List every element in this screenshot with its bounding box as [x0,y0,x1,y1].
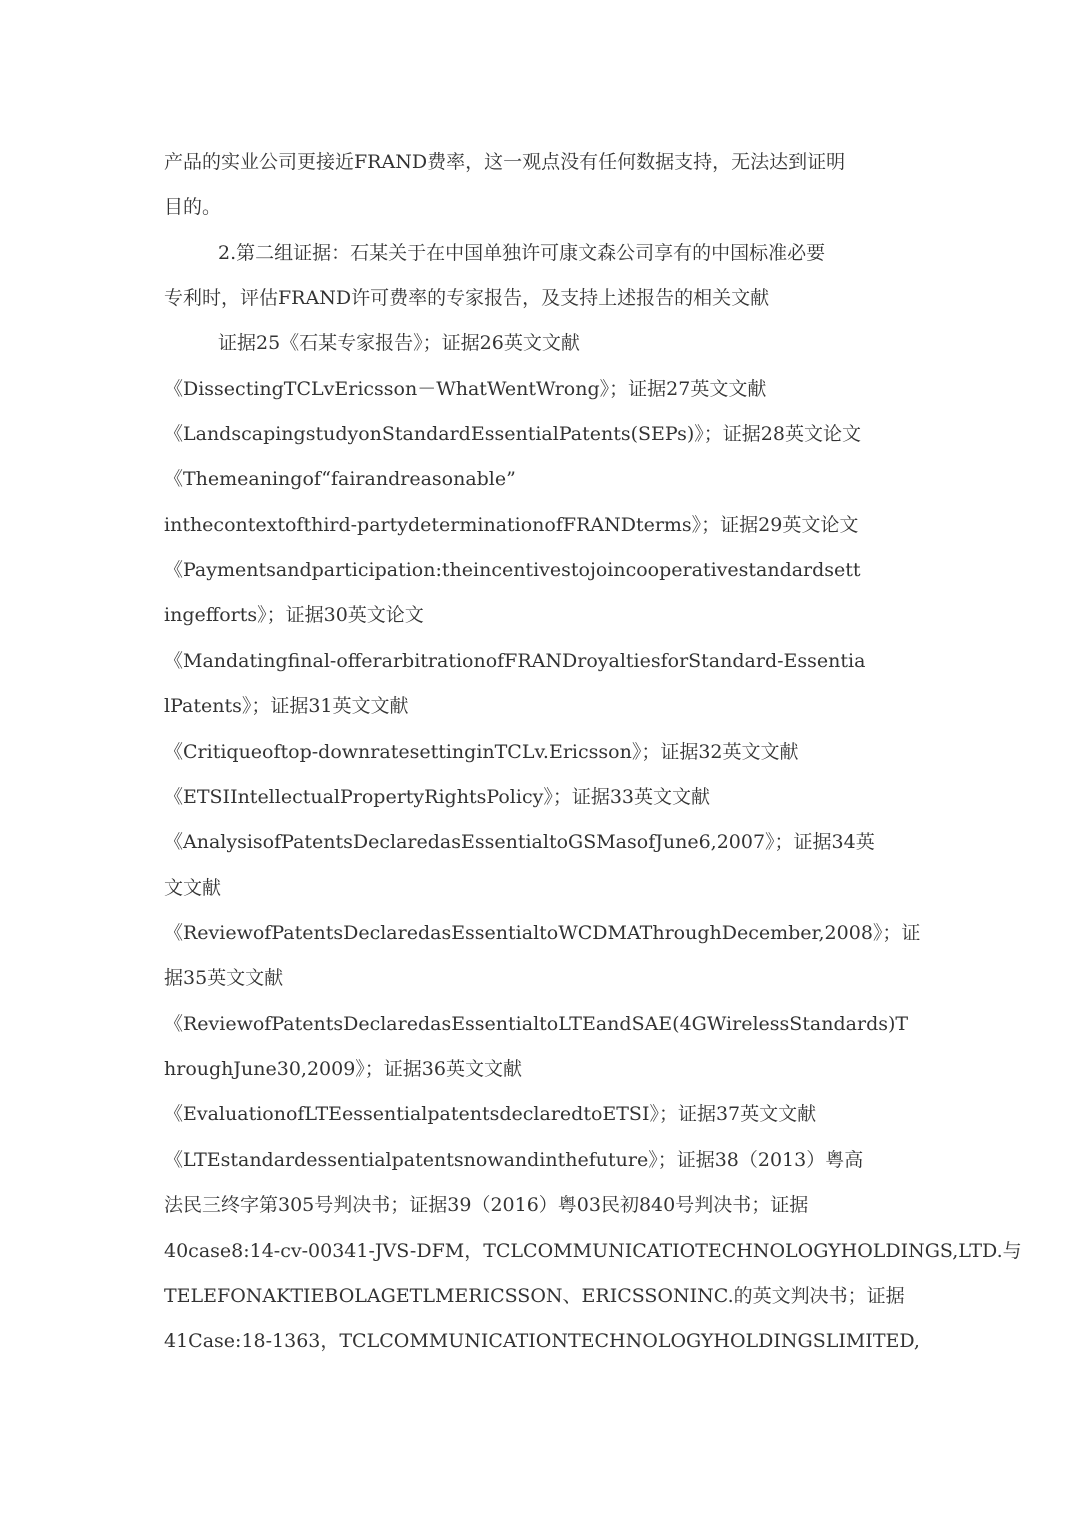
evidence-line: 证据25《石某专家报告》；证据26英文文献 [218,332,580,354]
evidence-line: 《Mandatingfinal-offerarbitrationofFRANDroyaltiesforStandard-Essentia [164,650,866,672]
evidence-line: 《Paymentsandparticipation:theincentivestojoincooperativestandardsett [164,559,861,581]
evidence-line: 《Critiqueoftop-downratesettinginTCLv.Ericsson》；证据32英文文献 [164,741,799,763]
evidence-line: lPatents》；证据31英文文献 [164,695,409,717]
paragraph-line: 产品的实业公司更接近FRAND费率，这一观点没有任何数据支持，无法达到证明 [164,151,846,173]
evidence-line: 《ReviewofPatentsDeclaredasEssentialtoLTEandSAE(4GWirelessStandards)T [164,1013,909,1035]
section-heading-line: 2.第二组证据：石某关于在中国单独许可康文森公司享有的中国标准必要 [218,242,826,264]
evidence-line: 法民三终字第305号判决书；证据39（2016）粤03民初840号判决书；证据 [164,1194,809,1216]
evidence-line: ingefforts》；证据30英文论文 [164,604,424,626]
evidence-line: 《LTEstandardessentialpatentsnowandinthefuture》；证据38（2013）粤高 [164,1149,864,1171]
evidence-line: 《AnalysisofPatentsDeclaredasEssentialtoGSMasofJune6,2007》；证据34英 [164,831,875,853]
paragraph-line: 目的。 [164,196,222,218]
evidence-line: 《LandscapingstudyonStandardEssentialPatents(SEPs)》；证据28英文论文 [164,423,861,445]
evidence-line: 文文献 [164,877,222,899]
evidence-line: 《DissectingTCLvEricsson－WhatWentWrong》；证据27英文文献 [164,378,767,400]
evidence-line: TELEFONAKTIEBOLAGETLMERICSSON、ERICSSONINC.的英文判决书；证据 [164,1285,905,1307]
evidence-line: 《ReviewofPatentsDeclaredasEssentialtoWCDMAThroughDecember,2008》；证 [164,922,921,944]
evidence-line: inthecontextofthird-partydeterminationofFRANDterms》；证据29英文论文 [164,514,859,536]
evidence-line: hroughJune30,2009》；证据36英文文献 [164,1058,522,1080]
evidence-line: 《EvaluationofLTEessentialpatentsdeclaredtoETSI》；证据37英文文献 [164,1103,817,1125]
evidence-line: 《Themeaningof“fairandreasonable” [164,468,516,490]
evidence-line: 《ETSIIntellectualPropertyRightsPolicy》；证据33英文文献 [164,786,710,808]
evidence-line: 40case8:14-cv-00341-JVS-DFM，TCLCOMMUNICATIOTECHNOLOGYHOLDINGS,LTD.与 [164,1240,1022,1262]
section-heading-line: 专利时，评估FRAND许可费率的专家报告，及支持上述报告的相关文献 [164,287,770,309]
evidence-line: 41Case:18-1363，TCLCOMMUNICATIONTECHNOLOGYHOLDINGSLIMITED, [164,1330,920,1352]
evidence-line: 据35英文文献 [164,967,284,989]
